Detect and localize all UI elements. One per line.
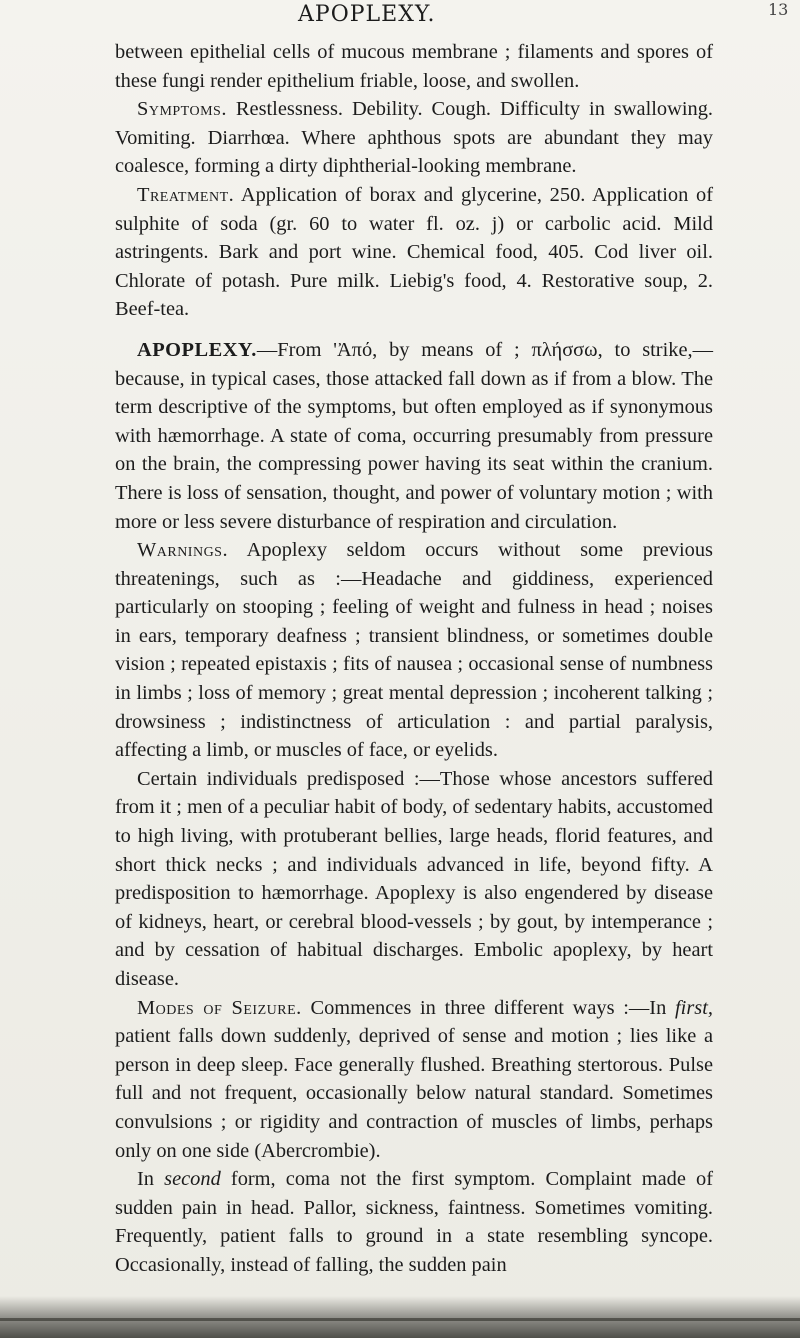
paragraph-symptoms	[115, 95, 713, 181]
paragraph-treatment	[115, 181, 713, 324]
paragraph-text: Restlessness. Debility. Cough. Difficulty in swallowing. Vomiting. Diarrhœa. Where aphthous spots are abundant they may coalesce, forming a dirty diphtherial-looking membrane.	[115, 98, 713, 178]
paragraph-warnings	[115, 536, 713, 765]
paragraph-text: —From 'Ἀπό, by means of ; πλήσσω, to strike,— because, in typical cases, those attacked fall down as if from a blow. The term descriptive of the symptoms, but often employed as if synonymous with hæmorrhage. A state of coma, occurring presumably from pressure on the brain, the compressing power having its seat within the cranium. There is loss of sensation, thought, and power of voluntary motion ; with more or less severe disturbance of respiration and circulation.	[115, 338, 713, 533]
paragraph-modes-of-seizure	[115, 994, 713, 1166]
paragraph-second-form	[115, 1165, 713, 1279]
paragraph-text: patient falls down suddenly, deprived of sense and motion ; lies like a person in deep sleep. Face generally flushed. Breathing stertorous. Pulse full and not frequent, occasionally below natural standard. Sometimes convulsions ; or rigidity and contraction of muscles of limbs, perhaps only on one side (Abercrombie).	[115, 1025, 713, 1162]
page-number: 13	[768, 0, 789, 19]
body-text	[115, 38, 713, 1280]
section-label-symptoms: Symptoms.	[137, 98, 227, 121]
paragraph-apoplexy-definition	[115, 336, 713, 536]
paragraph-text: In	[137, 1168, 165, 1191]
paragraph-continuation	[115, 38, 713, 95]
emphasis-second: second	[164, 1168, 221, 1191]
section-label-modes: Modes of Seizure.	[137, 996, 302, 1019]
paragraph-predisposed	[115, 765, 713, 994]
paragraph-text: between epithelial cells of mucous membrane ; filaments and spores of these fungi render epithelium friable, loose, and swollen.	[115, 41, 713, 92]
page-edge-line	[0, 1318, 800, 1321]
paragraph-text: Apoplexy seldom occurs without some previous threatenings, such as :—Headache and giddiness, experienced particularly on stooping ; feeling of weight and fulness in head ; noises in ears, temporary deafness ; transient blindness, or sometimes double vision ; repeated epistaxis ; fits of nausea ; occasional sense of numbness in limbs ; loss of memory ; great mental depression ; incoherent talking ; drowsiness ; indistinctness of articulation : and partial paralysis, affecting a limb, or muscles of face, or eyelids.	[115, 539, 713, 762]
paragraph-text: form, coma not the first symptom. Complaint made of sudden pain in head. Pallor, sickness, faintness. Sometimes vomiting. Frequently, patient falls to ground in a state resembling syncope. Occasionally, instead of falling, the sudden pain	[115, 1168, 713, 1276]
running-head	[0, 0, 800, 30]
entry-gap	[115, 324, 713, 336]
paragraph-text: Certain individuals predisposed :—Those whose ancestors suffered from it ; men of a peculiar habit of body, of sedentary habits, accustomed to high living, with protuberant bellies, large heads, florid features, and short thick necks ; and individuals advanced in life, beyond fifty. A predisposition to hæmorrhage. Apoplexy is also engendered by disease of kidneys, heart, or cerebral blood-vessels ; by gout, by intemperance ; and by cessation of habitual discharges. Embolic apoplexy, by heart disease.	[115, 767, 713, 990]
paragraph-text: Application of borax and glycerine, 250. Application of sulphite of soda (gr. 60 to water fl. oz. j) or carbolic acid. Mild astringents. Bark and port wine. Chemical food, 405. Cod liver oil. Chlorate of potash. Pure milk. Liebig's food, 4. Restorative soup, 2. Beef-tea.	[115, 183, 713, 321]
page-title: APOPLEXY.	[298, 2, 436, 27]
section-label-treatment: Treatment.	[137, 183, 235, 206]
entry-heading: APOPLEXY.	[137, 338, 257, 361]
paragraph-text: Commences in three different ways :—In	[301, 996, 676, 1019]
emphasis-first: first,	[675, 996, 713, 1019]
section-label-warnings: Warnings.	[137, 539, 229, 562]
page-bottom-shadow	[0, 1296, 800, 1338]
